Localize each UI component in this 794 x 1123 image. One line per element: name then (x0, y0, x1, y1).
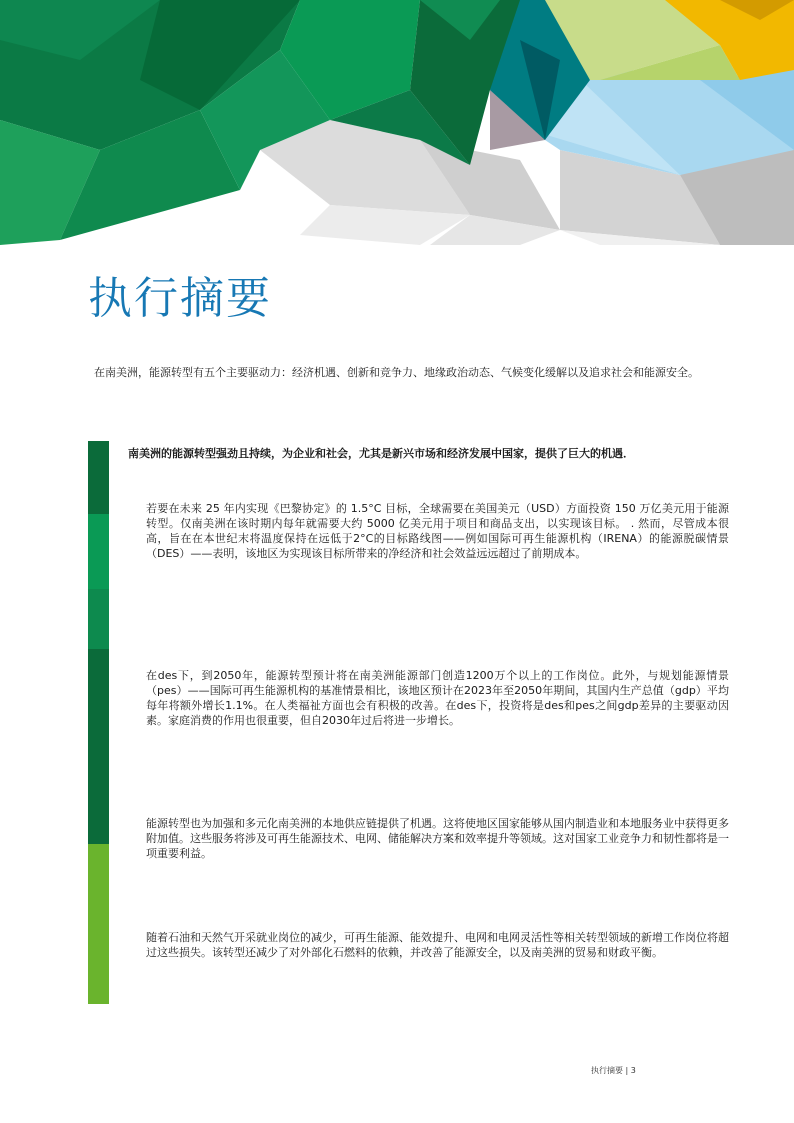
body-paragraph-3: 能源转型也为加强和多元化南美洲的本地供应链提供了机遇。这将使地区国家能够从国内制造业和本地服务业中获得更多附加值。这些服务将涉及可再生能源技术、电网、储能解决方案和效率提升等领域。这对国家工业竞争力和韧性都将是一项重要利益。 (146, 817, 729, 860)
lead-statement: 南美洲的能源转型强劲且持续，为企业和社会，尤其是新兴市场和经济发展中国家，提供了巨大的机遇． (128, 447, 634, 460)
body-paragraph-4: 随着石油和天然气开采就业岗位的减少，可再生能源、能效提升、电网和电网灵活性等相关转型领域的新增工作岗位将超过这些损失。该转型还减少了对外部化石燃料的依赖，并改善了能源安全，以及南美洲的贸易和财政平衡。 (146, 931, 729, 959)
page-title: 执行摘要 (88, 273, 272, 324)
section-accent-bar (88, 441, 109, 1004)
body-paragraph-2: 在des下，到2050年，能源转型预计将在南美洲能源部门创造1200万个以上的工作岗位。此外，与规划能源情景（pes）——国际可再生能源机构的基准情景相比，该地区预计在2023年至2050年期间，其国内生产总值（gdp）平均每年将额外增长1.1%。在人类福祉方面也会有积极的改善。在des下，投资将是des和pes之间gdp差异的主要驱动因素。家庭消费的作用也很重要，但自2030年过后将进一步增长。 (146, 669, 729, 727)
header-geometric-banner (0, 0, 794, 245)
intro-paragraph: 在南美洲，能源转型有五个主要驱动力：经济机遇、创新和竞争力、地缘政治动态、气候变化缓解以及追求社会和能源安全。 (94, 366, 699, 379)
page-footer: 执行摘要 | 3 (591, 1066, 636, 1075)
body-paragraph-1: 若要在未来 25 年内实现《巴黎协定》的 1.5°C 目标，全球需要在美国美元（USD）方面投资 150 万亿美元用于能源转型。仅南美洲在该时期内每年就需要大约 5000 亿美元用于项目和商品支出，以实现该目标。 . 然而，尽管成本很高，旨在在本世纪末将温度保持在远低于2°C的目标路线图——例如国际可再生能源机构（IRENA）的能源脱碳情景（DES）——表明，该地区为实现该目标所带来的净经济和社会效益远远超过了前期成本。 (146, 502, 729, 560)
